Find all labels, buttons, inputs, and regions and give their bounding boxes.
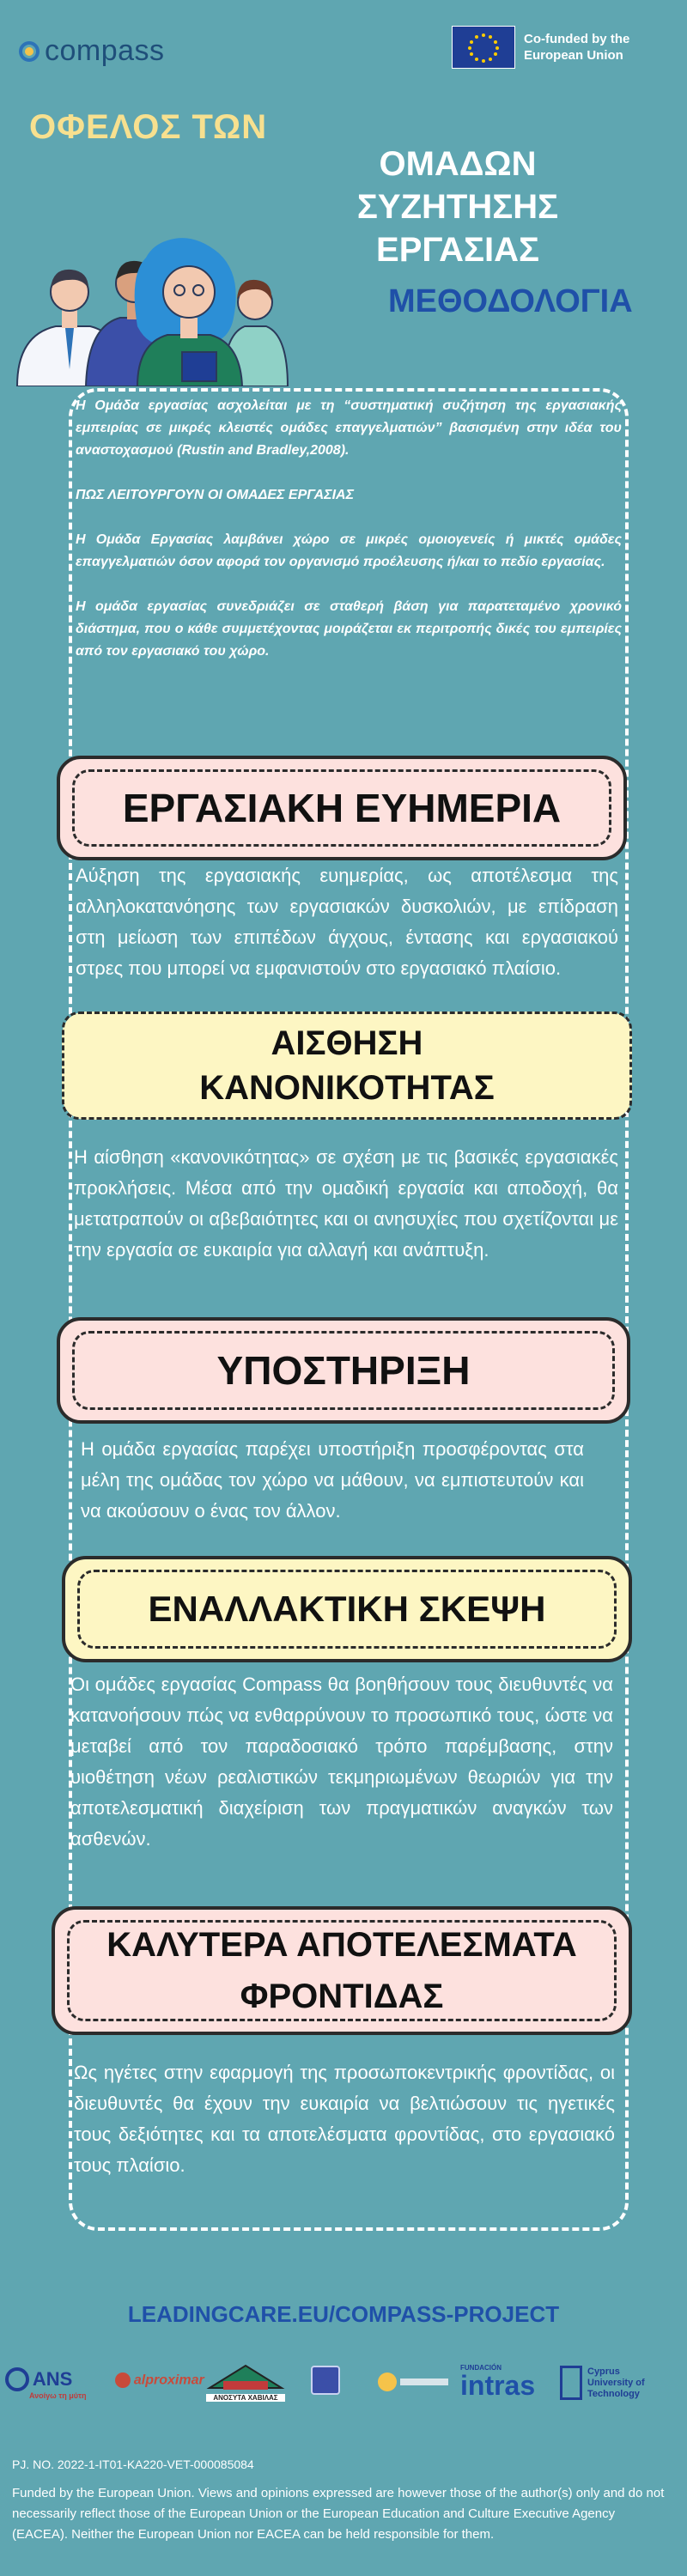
title-line-3: ΕΡΓΑΣΙΑΣ <box>376 231 539 269</box>
partner-emblem-logo <box>311 2366 340 2397</box>
compass-logo-text: compass <box>45 34 165 67</box>
partner-alproximar-name: alproximar <box>133 2372 204 2388</box>
eu-disclaimer: Funded by the European Union. Views and opinions expressed are however those of the author(s) only and do not necessarily reflect those of the European Union or the European Education and Culture Executive Agency (EACEA). Neither the European Union nor EACEA can be held responsible for them. <box>12 2486 665 2542</box>
banner-normality <box>62 1012 632 1120</box>
normality-text: Η αίσθηση «κανονικότητας» σε σχέση με τις βασικές εργασιακές προκλήσεις. Μέσα από την ομαδική εργασία και αποδοχή, θα μετατραπούν οι αβεβαιότητες και οι ανησυχίες που σχετίζονται με την εργασία σε ευκαιρία για αλλαγή και ανάπτυξη. <box>74 1146 618 1261</box>
partner-sun-logo <box>378 2372 448 2391</box>
healthcare-team-illustration <box>9 206 292 386</box>
work-wellbeing-text: Αύξηση της εργασιακής ευημερίας, ως αποτέλεσμα της αλληλοκατανόησης των εργασιακών δυσκολιών, με επίδραση στη μείωση των επιπέδων άγχους, έντασης και εργασιακού στρες που μπορεί να εμφανιστούν στο εργασιακό πλαίσιο. <box>76 865 618 979</box>
partner-cyprus-university-logo <box>560 2366 665 2400</box>
compass-logo[interactable] <box>19 34 165 68</box>
partner-alproximar-logo <box>115 2372 204 2388</box>
support-text: Η ομάδα εργασίας παρέχει υποστήριξη προσφέροντας στα μέλη της ομάδας τον χώρο να μάθουν, να εμπιστευτούν και να ακούσουν ο ένας τον άλλον. <box>81 1438 584 1522</box>
banner-support-label: ΥΠΟΣΤΗΡΙΞΗ <box>216 1348 471 1393</box>
partner-intras-foundation: FUNDACIÓN <box>460 2364 502 2372</box>
partner-anosyta-name: ΑΝΟΣΥΤΑ ΧΑΒΙΛΑΣ <box>206 2394 285 2402</box>
partner-ans-name: ANS <box>32 2368 73 2390</box>
title-benefits: ΟΦΕΛΟΣ ΤΩΝ <box>29 108 268 146</box>
banner-work-wellbeing <box>57 756 627 860</box>
title-work-discussion-groups <box>350 143 565 271</box>
partner-ans-logo <box>5 2367 87 2400</box>
intro-paragraph-3: Η ομάδα εργασίας συνεδριάζει σε σταθερή βάση για παρατεταμένο χρονικό διάστημα, που ο κάθε συμμετέχοντας μοιράζεται εκ περιτροπής δικές του εμπειρίες από τον εργασιακό του χώρο. <box>76 599 622 659</box>
project-website-link[interactable]: LEADINGCARE.EU/COMPASS-PROJECT <box>127 2301 560 2327</box>
eu-flag-icon <box>452 26 515 69</box>
partner-cyprus-university-name: Cyprus University of Technology <box>587 2366 645 2399</box>
project-number: PJ. NO. 2022-1-IT01-KA220-VET-000085084 <box>12 2458 254 2471</box>
title-line-1: ΟΜΑΔΩΝ <box>379 145 537 183</box>
partner-anosyta-emblem <box>206 2362 285 2391</box>
banner-alternative-thinking <box>62 1556 632 1662</box>
doctor-front-figure <box>135 238 242 386</box>
partner-ans-subtitle: Ανοίγω τη μύτη <box>29 2391 87 2400</box>
partner-logos <box>0 2357 687 2426</box>
banner-better-care-outcomes <box>52 1906 632 2035</box>
how-groups-work-heading: ΠΩΣ ΛΕΙΤΟΥΡΓΟΥΝ ΟΙ ΟΜΑΔΕΣ ΕΡΓΑΣΙΑΣ <box>76 488 355 502</box>
methodology-heading: ΜΕΘΟΔΟΛΟΓΙΑ <box>388 283 633 319</box>
banner-support <box>57 1317 630 1424</box>
intro-paragraph-2: Η Ομάδα Εργασίας λαμβάνει χώρο σε μικρές ομοιογενείς ή μικτές ομάδες επαγγελματιών όσον αφορά τον οργανισμό προέλευσης ή/και το πεδίο εργασίας. <box>76 532 622 569</box>
better-care-text: Ως ηγέτες στην εφαρμογή της προσωποκεντρικής φροντίδας, οι διευθυντές θα έχουν την ευκαιρία να βελτιώσουν τις ηγετικές τους δεξιότητες και τα αποτελέσματα φροντίδας, στο εργασιακό τους πλαίσιο. <box>74 2062 615 2176</box>
partner-intras-logo <box>460 2364 535 2399</box>
intro-paragraph-1: Η Ομάδα εργασίας ασχολείται με τη “συστηματική συζήτηση της εργασιακής εμπειρίας σε μικρές κλειστές ομάδες επαγγελματιών” βασισμένη στην ιδέα του αναστοχασμού (Rustin and Bradley,2008). <box>76 398 622 458</box>
eu-funding-badge <box>452 26 670 69</box>
partner-intras-name: intras <box>460 2370 536 2401</box>
compass-logo-icon <box>19 41 40 62</box>
banner-better-care-line-2: ΦΡΟΝΤΙΔΑΣ <box>240 1978 444 2015</box>
partner-anosyta-logo <box>206 2362 285 2402</box>
intro-text <box>76 395 622 685</box>
title-line-2: ΣΥΖΗΤΗΣΗΣ <box>356 188 559 226</box>
banner-normality-line-1: ΑΙΣΘΗΣΗ <box>271 1024 423 1062</box>
eu-funding-text: Co-funded by the European Union <box>524 32 630 63</box>
banner-normality-line-2: ΚΑΝΟΝΙΚΟΤΗΤΑΣ <box>199 1069 495 1107</box>
alternative-thinking-text: Οι ομάδες εργασίας Compass θα βοηθήσουν τους διευθυντές να κατανοήσουν πώς να ενθαρρύνουν το προσωπικό τους, ώστε να μεταβεί από τον παραδοσιακό τρόπο παρέμβασης, στην υιοθέτηση νέων ρεαλιστικών τεκμηριωμένων θεωριών για την αποτελεσματική διαχείριση των πραγματικών αναγκών των ασθενών. <box>70 1674 613 1850</box>
banner-work-wellbeing-label: ΕΡΓΑΣΙΑΚΗ ΕΥΗΜΕΡΙΑ <box>122 786 562 830</box>
banner-better-care-line-1: ΚΑΛΥΤΕΡΑ ΑΠΟΤΕΛΕΣΜΑΤΑ <box>106 1926 577 1964</box>
banner-alternative-thinking-label: ΕΝΑΛΛΑΚΤΙΚΗ ΣΚΕΨΗ <box>148 1589 546 1629</box>
